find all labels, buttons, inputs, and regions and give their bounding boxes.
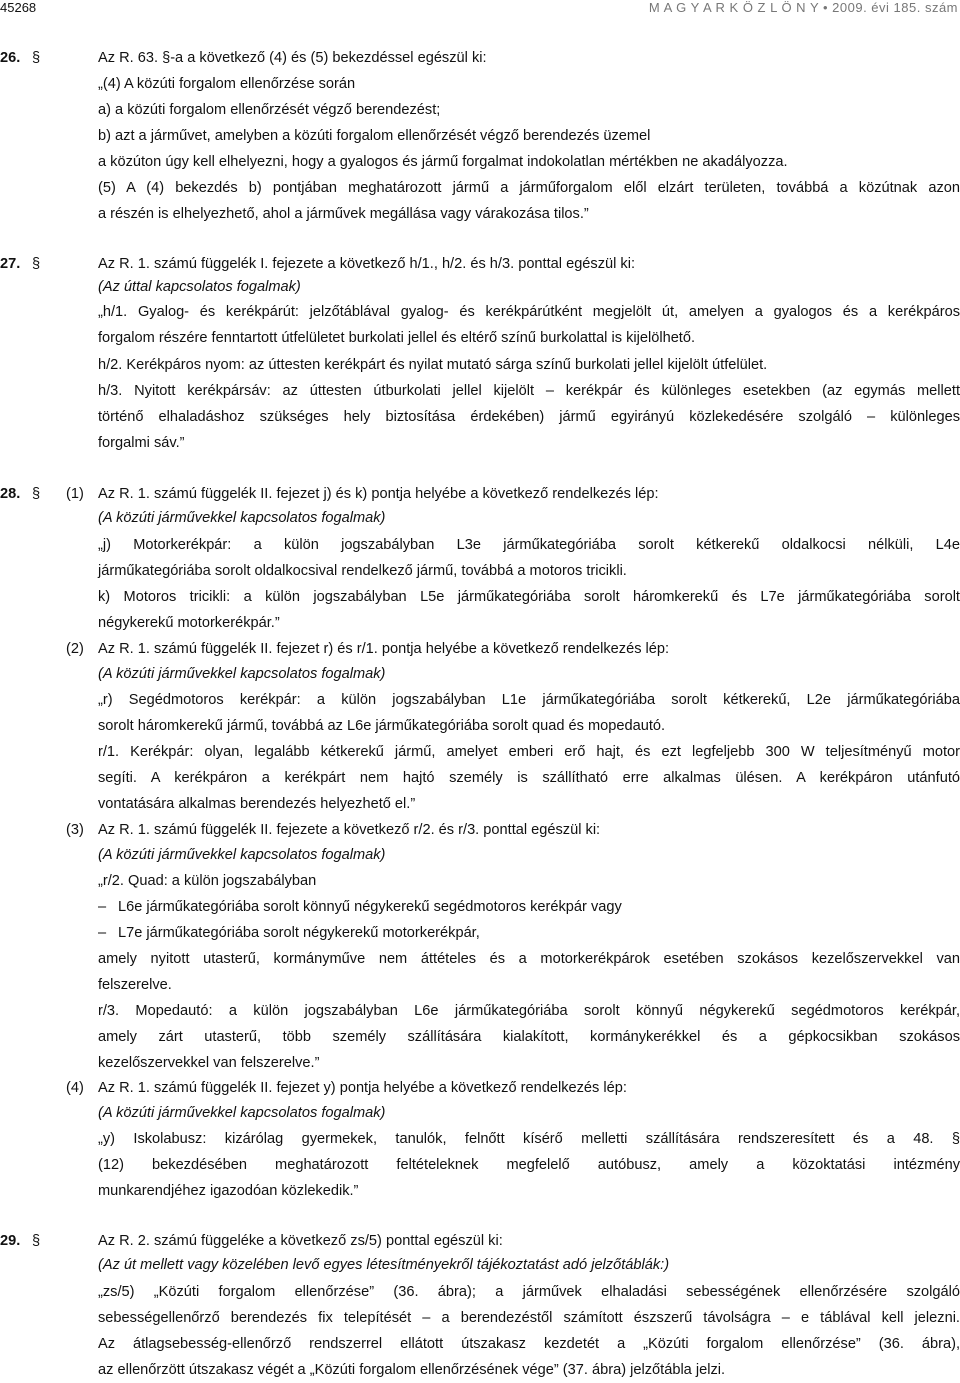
text-line: (12) bekezdésében meghatározott feltételeknek megfelelő autóbusz, amely a közoktatási intézmény: [98, 1157, 960, 1173]
text-line: „r) Segédmotoros kerékpár: a külön jogszabályban L1e járműkategóriába sorolt kétkerekű, L2e járműkategóriába: [98, 692, 960, 708]
text-line: h/3. Nyitott kerékpársáv: az úttesten útburkolati jellel kijelölt – kerékpár és különleges esetekben (az egymás mellett: [98, 383, 960, 399]
text-line: r/3. Mopedautó: a külön jogszabályban L6e járműkategóriába sorolt könnyű négykerekű segédmotoros kerékpár,: [98, 1003, 960, 1019]
italic-context: (Az út mellett vagy közelében levő egyes létesítményekről tájékoztatást adó jelzőtáblák:): [98, 1257, 670, 1273]
text-line: amely zárt utasterű, több személy szállítására kialakított, kormánykerékkel és a gépkocsikban szokásos: [98, 1029, 960, 1045]
text-line: „r/2. Quad: a külön jogszabályban: [98, 873, 317, 889]
italic-context: (A közúti járművekkel kapcsolatos fogalmak): [98, 1105, 386, 1121]
dash-item-text: L7e járműkategóriába sorolt négykerekű motorkerékpár,: [118, 925, 480, 941]
page-number: 45268: [0, 0, 37, 15]
italic-context: (A közúti járművekkel kapcsolatos fogalmak): [98, 666, 386, 682]
italic-context: (Az úttal kapcsolatos fogalmak): [98, 279, 301, 295]
section-number: 27.: [0, 256, 21, 272]
section-number: 26.: [0, 50, 21, 66]
text-line: segíti. A kerékpáron a kerékpárt nem hajtó személy is szállítható erre alkalmas ülésen. A kerékpáron utánfutó: [98, 770, 960, 786]
paragraph-sign: §: [32, 256, 41, 272]
subsection-lead: Az R. 1. számú függelék II. fejezet j) és k) pontja helyébe a következő rendelkezés lép:: [98, 486, 659, 502]
text-line: k) Motoros tricikli: a külön jogszabályban L5e járműkategóriába sorolt háromkerekű és L7e járműkategóriába sorolt: [98, 589, 960, 605]
subsection-lead: Az R. 1. számú függelék II. fejezete a következő r/2. és r/3. ponttal egészül ki:: [98, 822, 601, 838]
text-line: „y) Iskolabusz: kizárólag gyermekek, tanulók, felnőtt kísérő melletti szállítására rendszeresített és a 48. §: [98, 1131, 960, 1147]
text-line: négykerekű motorkerékpár.”: [98, 615, 280, 631]
subsection-label: (3): [66, 822, 84, 838]
section-lead: Az R. 2. számú függeléke a következő zs/5) ponttal egészül ki:: [98, 1233, 503, 1249]
text-line: r/1. Kerékpár: olyan, legalább kétkerekű jármű, amelyet emberi erő hajt, és ezt legfeljebb 300 W teljesítményű motor: [98, 744, 960, 760]
text-line: b) azt a járművet, amelyben a közúti forgalom ellenőrzését végző berendezés üzemel: [98, 128, 651, 144]
paragraph-sign: §: [32, 1233, 41, 1249]
text-line: az ellenőrzött útszakasz végét a „Közúti forgalom ellenőrzésének vége” (37. ábra) jelzőtábla jelzi.: [98, 1362, 726, 1378]
page-header: [0, 0, 960, 22]
text-line: (5) A (4) bekezdés b) pontjában meghatározott jármű a járműforgalom elől elzárt területen, továbbá a közútnak azon: [98, 180, 960, 196]
text-line: „h/1. Gyalog- és kerékpárút: jelzőtáblával gyalog- és kerékpárútként megjelölt út, amelyen a gyalogos és a kerékpáros: [98, 304, 960, 320]
dash-bullet: –: [98, 925, 107, 941]
section-lead: Az R. 1. számú függelék I. fejezete a következő h/1., h/2. és h/3. ponttal egészül ki:: [98, 256, 636, 272]
dash-item-text: L6e járműkategóriába sorolt könnyű négykerekű segédmotoros kerékpár vagy: [118, 899, 622, 915]
text-line: munkarendjéhez igazodóan közlekedik.”: [98, 1183, 359, 1199]
text-line: történő elhaladáshoz szükséges hely biztosítása érdekében) jármű egyirányú közlekedésére szolgáló – különleges: [98, 409, 960, 425]
text-line: „(4) A közúti forgalom ellenőrzése során: [98, 76, 356, 92]
text-line: h/2. Kerékpáros nyom: az úttesten kerékpárt és nyilat mutató sárga színű burkolati jellel kijelölt útfelület.: [98, 357, 768, 373]
italic-context: (A közúti járművekkel kapcsolatos fogalmak): [98, 510, 386, 526]
text-line: Az átlagsebesség-ellenőrző rendszerrel ellátott útszakasz kezdetét a „Közúti forgalom ellenőrzése” (36. ábra),: [98, 1336, 960, 1352]
dash-bullet: –: [98, 899, 107, 915]
text-line: forgalom részére fenntartott útfelületet burkolati jellel és eltérő színű burkolattal is kijelölhető.: [98, 330, 696, 346]
journal-title: M A G Y A R K Ö Z L Ö N Y • 2009. évi 185. szám: [648, 0, 958, 15]
section-number: 28.: [0, 486, 21, 502]
text-line: a részén is elhelyezhető, ahol a járművek megállása vagy várakozása tilos.”: [98, 206, 589, 222]
text-line: vontatására alkalmas berendezés helyezhető el.”: [98, 796, 416, 812]
paragraph-sign: §: [32, 486, 41, 502]
text-line: kezelőszervekkel van felszerelve.”: [98, 1055, 320, 1071]
section-number: 29.: [0, 1233, 21, 1249]
text-line: sebességellenőrző berendezés fix telepítését – a berendezéstől számított észszerű távolságra – e táblával kell jelezni.: [98, 1310, 960, 1326]
text-line: forgalmi sáv.”: [98, 435, 185, 451]
text-line: „j) Motorkerékpár: a külön jogszabályban L3e járműkategóriába sorolt kétkerekű oldalkocsi nélküli, L4e: [98, 537, 960, 553]
subsection-label: (4): [66, 1080, 84, 1096]
text-line: a) a közúti forgalom ellenőrzését végző berendezést;: [98, 102, 441, 118]
text-line: felszerelve.: [98, 977, 172, 993]
text-line: amely nyitott utasterű, kormányművе nem áttételes és a motorkerékpárok esetében szokásos kezelőszervekkel van: [98, 951, 960, 967]
subsection-lead: Az R. 1. számú függelék II. fejezet y) pontja helyébe a következő rendelkezés lép:: [98, 1080, 627, 1096]
text-line: „zs/5) „Közúti forgalom ellenőrzése” (36. ábra); a járművek elhaladási sebességének ellenőrzésére szolgáló: [98, 1284, 960, 1300]
subsection-label: (2): [66, 641, 84, 657]
text-line: járműkategóriába sorolt oldalkocsival rendelkező jármű, továbbá a motoros tricikli.: [98, 563, 627, 579]
paragraph-sign: §: [32, 50, 41, 66]
italic-context: (A közúti járművekkel kapcsolatos fogalmak): [98, 847, 386, 863]
section-lead: Az R. 63. §-a a következő (4) és (5) bekezdéssel egészül ki:: [98, 50, 487, 66]
text-line: sorolt háromkerekű jármű, továbbá az L6e járműkategóriába sorolt quad és mopedautó.: [98, 718, 666, 734]
subsection-label: (1): [66, 486, 84, 502]
subsection-lead: Az R. 1. számú függelék II. fejezet r) és r/1. pontja helyébe a következő rendelkezés lép:: [98, 641, 670, 657]
text-line: a közúton úgy kell elhelyezni, hogy a gyalogos és jármű forgalmat indokolatlan mértékben ne akadályozza.: [98, 154, 788, 170]
